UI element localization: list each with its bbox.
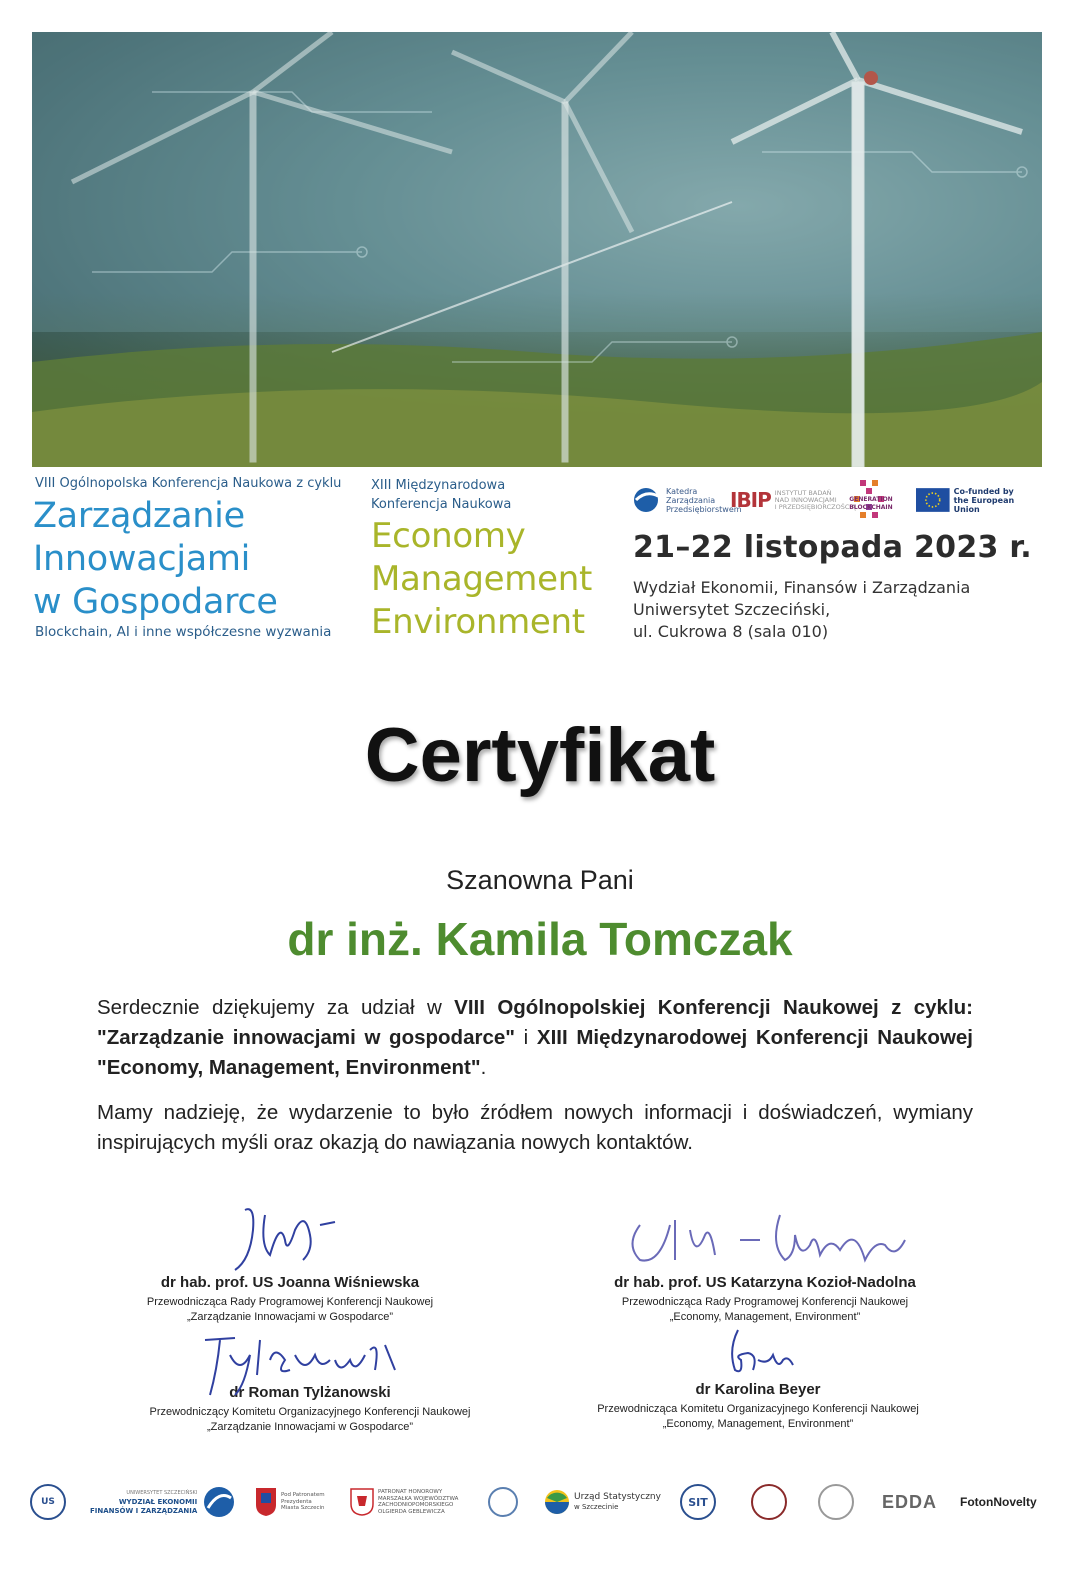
eu-flag-icon <box>916 488 950 512</box>
generation-text-line: BLOCKCHAIN <box>849 504 893 511</box>
handwritten-signature <box>195 1330 415 1400</box>
signatory-conference: „Zarządzanie Innowacjami w Gospodarce” <box>206 1421 414 1433</box>
grey-seal-icon <box>818 1484 854 1520</box>
eu-text-line: Co-funded by <box>953 486 1014 496</box>
conf2-title <box>371 515 631 644</box>
wydzial-icon <box>203 1486 235 1518</box>
eu-text-line: the European Union <box>953 495 1015 514</box>
ibip-text-line: INSTYTUT BADAŃ <box>774 488 832 497</box>
venue-line: ul. Cukrowa 8 (sala 010) <box>633 622 829 641</box>
venue-line: Wydział Ekonomii, Finansów i Zarządzania <box>633 578 971 597</box>
thanks-text: . <box>480 1056 487 1079</box>
recipient-name: dr inż. Kamila Tomczak <box>287 913 793 965</box>
thanks-text: i <box>514 1026 537 1049</box>
signatory-name: dr Karolina Beyer <box>695 1381 821 1398</box>
generation-text-line: GENERATION <box>849 496 893 503</box>
griffin-crest-icon <box>350 1488 374 1516</box>
edda-logo <box>882 1480 937 1524</box>
conf2-kicker <box>371 476 571 514</box>
eu-logo <box>916 480 1042 520</box>
marszalek-logo <box>350 1480 458 1524</box>
signature-block-beyer <box>558 1325 958 1432</box>
conf2-title-line: Management <box>371 559 592 599</box>
footer-logos <box>30 1480 1050 1530</box>
signature-block-koziol-nadolna <box>595 1210 935 1325</box>
urzad-text-line: w Szczecinie <box>574 1503 619 1511</box>
certificate-title: Certyfikat <box>364 713 716 798</box>
signatory-conference: „Zarządzanie Innowacjami w Gospodarce” <box>186 1311 394 1323</box>
university-seal-logo <box>30 1480 66 1524</box>
signatory-role: Przewodnicząca Rady Programowej Konferencji Naukowej <box>621 1296 909 1308</box>
prezydent-text-line: Pod Patronatem <box>281 1492 325 1499</box>
ibip-text-line: I PRZEDSIĘBIORCZOŚCIĄ <box>774 502 856 511</box>
ibip-text-line: NAD INNOWACJAMI <box>774 495 837 504</box>
katedra-text-line: Zarządzania <box>666 495 716 505</box>
salutation: Szanowna Pani <box>446 865 634 895</box>
signatory-role: Przewodnicząca Komitetu Organizacyjnego Konferencji Naukowej <box>597 1403 919 1415</box>
organization-seal-logo <box>751 1480 787 1524</box>
organization-seal-icon <box>751 1484 787 1520</box>
wydzial-text-line: UNIWERSYTET SZCZECIŃSKI <box>126 1489 198 1496</box>
marszalek-text-line: MARSZAŁKA WOJEWÓDZTWA <box>378 1495 459 1502</box>
conf2-kicker-line: XIII Międzynarodowa <box>371 478 506 493</box>
katedra-text-line: Katedra <box>666 486 698 496</box>
wydzial-text-line: FINANSÓW I ZARZĄDZANIA <box>90 1506 198 1515</box>
venue <box>633 577 970 643</box>
marszalek-text-line: ZACHODNIOPOMORSKIEGO <box>378 1502 454 1508</box>
venue-line: Uniwersytet Szczeciński, <box>633 600 831 619</box>
szczecin-crest-icon <box>255 1487 277 1517</box>
event-date: 21–22 listopada 2023 r. <box>633 530 1032 565</box>
partner-logos <box>632 480 1042 520</box>
marszalek-text-line: OLGIERDA GEBLEWICZA <box>378 1508 445 1515</box>
signature-block-tylzanowski <box>110 1330 510 1435</box>
conf1-title-line: Innowacjami <box>33 539 251 579</box>
signatory-name: dr Roman Tylżanowski <box>229 1384 391 1401</box>
katedra-logo <box>632 480 742 520</box>
marszalek-text-line: PATRONAT HONOROWY <box>378 1489 443 1495</box>
wydzial-logo <box>90 1480 235 1524</box>
handwritten-signature <box>620 1205 920 1275</box>
signatory-name: dr hab. prof. US Katarzyna Kozioł-Nadolna <box>614 1274 916 1291</box>
sit-icon: SIT <box>680 1484 716 1520</box>
handwritten-signature <box>713 1325 803 1390</box>
conf1-kicker: VIII Ogólnopolska Konferencja Naukowa z cyklu <box>35 476 342 491</box>
university-seal-icon: US <box>30 1484 66 1520</box>
urzad-statystyczny-logo <box>544 1480 661 1524</box>
sit-logo <box>680 1480 716 1524</box>
prezydent-logo <box>255 1480 325 1524</box>
prezydent-text-line: Miasta Szczecin <box>281 1505 325 1512</box>
round-seal-icon <box>488 1487 518 1517</box>
foton-novelty-logo <box>960 1480 1037 1524</box>
urzad-text-line: Urząd Statystyczny <box>574 1492 661 1502</box>
signatory-conference: „Economy, Management, Environment” <box>662 1418 854 1430</box>
hope-paragraph: Mamy nadzieję, że wydarzenie to było źródłem nowych informacji i doświadczeń, wymiany inspirujących myśli oraz okazją do nawiązania nowych kontaktów. <box>97 1101 973 1154</box>
signatory-role: Przewodnicząca Rady Programowej Konferencji Naukowej <box>146 1296 434 1308</box>
prezydent-text-line: Prezydenta <box>281 1498 312 1505</box>
conf1-title-line: Zarządzanie <box>33 496 245 536</box>
grey-seal-logo <box>818 1480 854 1524</box>
conf1-title <box>33 495 353 624</box>
conf2-kicker-line: Konferencja Naukowa <box>371 497 512 512</box>
edda-wordmark: EDDA <box>882 1491 938 1512</box>
wind-turbine-illustration <box>32 32 1042 467</box>
katedra-text-line: Przedsiębiorstwem <box>666 504 742 514</box>
katedra-icon <box>632 486 662 514</box>
urzad-statystyczny-icon <box>544 1489 570 1515</box>
conf1-subtitle: Blockchain, AI i inne współczesne wyzwania <box>35 624 332 640</box>
conf2-title-line: Environment <box>371 602 585 642</box>
signatory-conference: „Economy, Management, Environment” <box>669 1311 861 1323</box>
generation-blockchain-logo <box>840 480 902 520</box>
round-seal-logo <box>488 1480 518 1524</box>
conf1-title-line: w Gospodarce <box>33 582 278 622</box>
thanks-text: Serdecznie dziękujemy za udział w <box>97 996 455 1019</box>
ibip-mark: IBIP <box>730 488 771 512</box>
hero-wind-turbines-image <box>32 32 1042 467</box>
conf2-title-line: Economy <box>371 516 526 556</box>
thanks-paragraph <box>97 993 973 1083</box>
signatory-name: dr hab. prof. US Joanna Wiśniewska <box>160 1274 420 1291</box>
ibip-logo <box>730 480 856 520</box>
wydzial-text-line: WYDZIAŁ EKONOMII <box>118 1497 198 1506</box>
conf1-name-bold: VIII Ogólnopolskiej Konferencji Naukowej z cyklu: "Zarządzanie innowacjami w gospodarce" <box>97 996 973 1049</box>
conf2-name-bold: XIII Międzynarodowej Konferencji Naukowej "Economy, Management, Environment" <box>97 1026 973 1079</box>
handwritten-signature <box>225 1200 365 1280</box>
foton-novelty-wordmark: FotonNovelty <box>960 1495 1037 1509</box>
signature-block-wisniewska <box>120 1200 460 1325</box>
signatory-role: Przewodniczący Komitetu Organizacyjnego Konferencji Naukowej <box>149 1406 471 1418</box>
